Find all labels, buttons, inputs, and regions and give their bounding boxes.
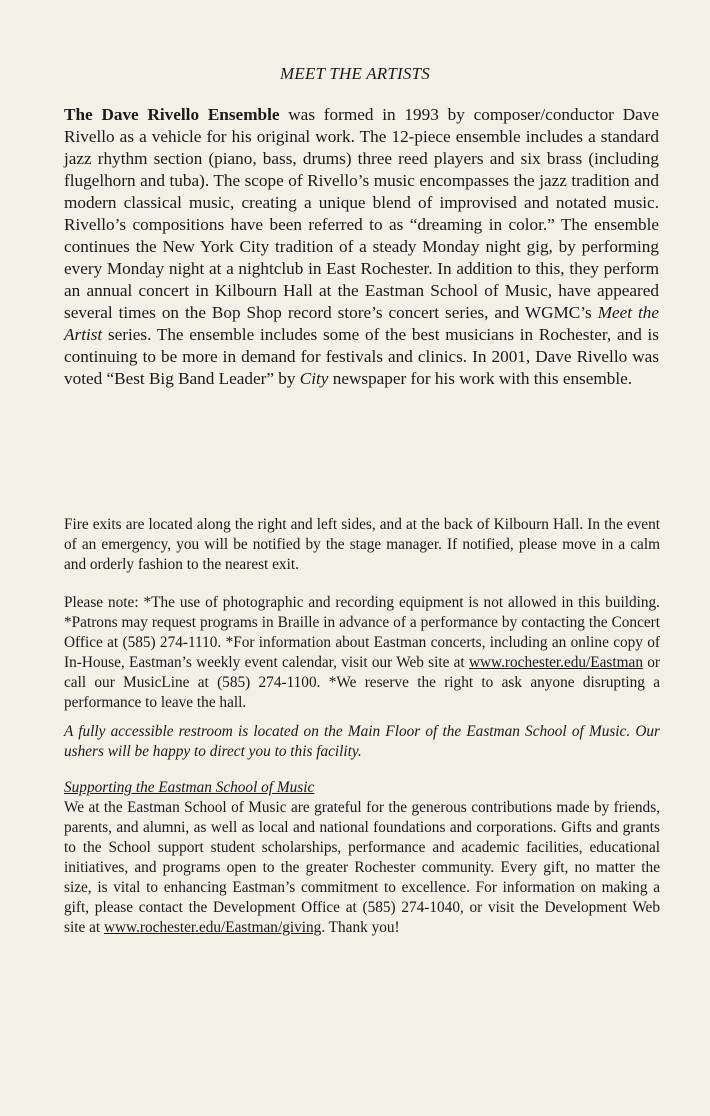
artist-bio bbox=[64, 104, 659, 390]
support-text-2: . Thank you! bbox=[321, 919, 400, 936]
series-name: Meet the Artist bbox=[64, 303, 659, 344]
support-paragraph bbox=[64, 798, 660, 938]
please-note-text-1: Please note: *The use of photographic and recording equipment is not allowed in this building. *Patrons may request programs in Braille in advance of a performance by contacting the Concert Office at (585) 274-1110. *For information about Eastman concerts, including an online copy of In-House, Eastman’s weekly event calendar, visit our Web site at bbox=[64, 594, 660, 671]
newspaper-name: City bbox=[299, 369, 329, 388]
ensemble-name: The Dave Rivello Ensemble bbox=[64, 105, 280, 124]
bio-text-3: newspaper for his work with this ensemble. bbox=[328, 369, 633, 388]
section-title: MEET THE ARTISTS bbox=[280, 64, 430, 83]
eastman-website-link[interactable]: www.rochester.edu/Eastman bbox=[468, 654, 643, 671]
please-note-paragraph bbox=[64, 593, 660, 713]
bio-text-2: series. The ensemble includes some of the best musicians in Rochester, and is continuing to be more in demand for festivals and clinics. In 2001, Dave Rivello was voted “Best Big Band Leader” by bbox=[64, 325, 659, 388]
accessibility-notice: A fully accessible restroom is located on the Main Floor of the Eastman School of Music. Our ushers will be happy to direct you to this facility. bbox=[64, 723, 660, 760]
bio-text-1: was formed in 1993 by composer/conductor Dave Rivello as a vehicle for his original work. The 12-piece ensemble includes a standard jazz rhythm section (piano, bass, drums) three reed players and six brass (including flugelhorn and tuba). The scope of Rivello’s music encompasses the jazz tradition and modern classical music, creating a unique blend of improvised and notated music. Rivello’s compositions have been referred to as “dreaming in color.” The ensemble continues the New York City tradition of a steady Monday night gig, by performing every Monday night at a nightclub in East Rochester. In addition to this, they perform an annual concert in Kilbourn Hall at the Eastman School of Music, have appeared several times on the Bop Shop record store’s concert series, and WGMC’s bbox=[64, 105, 659, 322]
support-heading: Supporting the Eastman School of Music bbox=[64, 779, 315, 796]
fire-exit-notice: Fire exits are located along the right and left sides, and at the back of Kilbourn Hall. In the event of an emergency, you will be notified by the stage manager. If notified, please move in a calm and orderly fashion to the nearest exit. bbox=[64, 516, 660, 573]
support-text-1: We at the Eastman School of Music are grateful for the generous contributions made by friends, parents, and alumni, as well as local and national foundations and corporations. Gifts and grants to the School support student scholarships, performance and academic facilities, educational initiatives, and programs open to the greater Rochester community. Every gift, no matter the size, is vital to enhancing Eastman’s commitment to excellence. For information on making a gift, please contact the Development Office at (585) 274-1040, or visit the Development Web site at bbox=[64, 799, 660, 936]
giving-website-link[interactable]: www.rochester.edu/Eastman/giving bbox=[103, 919, 322, 936]
please-note-text-2: or call our MusicLine at (585) 274-1100. *We reserve the right to ask anyone disrupting a performance to leave the hall. bbox=[64, 654, 660, 711]
